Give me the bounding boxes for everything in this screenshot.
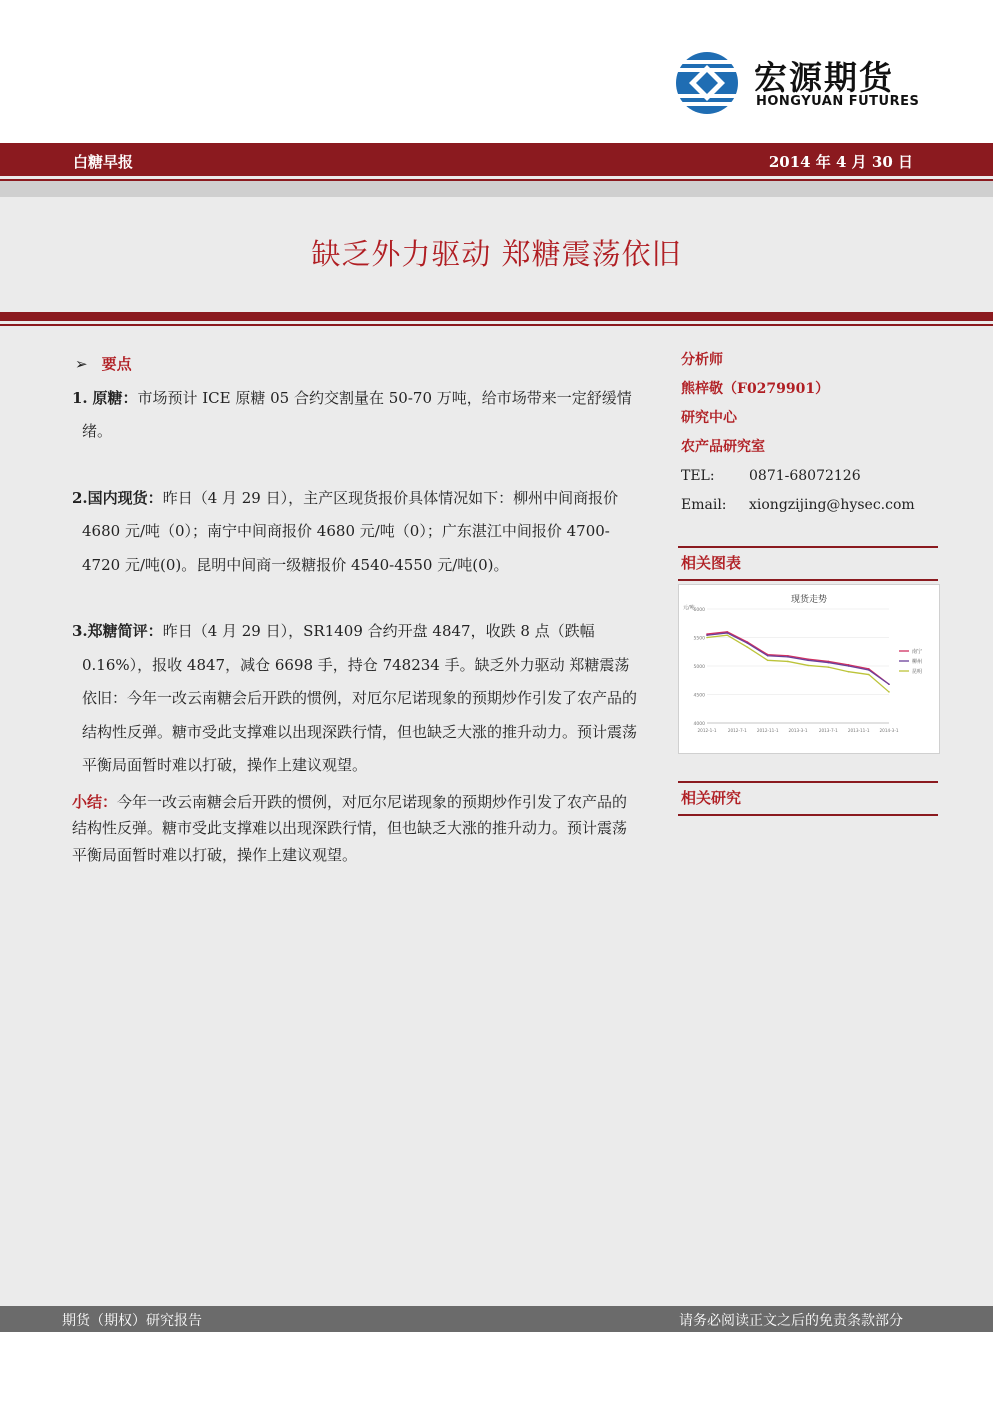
chart-y-tick-label: 4000 bbox=[693, 722, 705, 727]
related-charts-heading: 相关图表 bbox=[678, 546, 938, 581]
related-research-heading: 相关研究 bbox=[678, 781, 938, 816]
analyst-email: Email: xiongzijing@hysec.com bbox=[681, 497, 915, 513]
page-footer bbox=[0, 1306, 993, 1332]
chart-point bbox=[726, 632, 728, 634]
chart-series-line bbox=[707, 633, 889, 684]
chart-point bbox=[807, 660, 809, 662]
analyst-heading: 分析师 bbox=[681, 352, 723, 368]
analyst-office: 农产品研究室 bbox=[681, 439, 765, 455]
analyst-panel bbox=[681, 346, 939, 520]
chart-point bbox=[787, 661, 789, 663]
title-divider-thick bbox=[0, 312, 993, 321]
chart-legend-label: 南宁 bbox=[912, 649, 923, 655]
chart-point bbox=[767, 655, 769, 657]
chart-point bbox=[868, 669, 870, 671]
chart-point bbox=[807, 665, 809, 667]
logo-chinese-name: 宏源期货 bbox=[754, 58, 894, 97]
logo-english-name: HONGYUAN FUTURES bbox=[756, 94, 920, 109]
header-gray-band bbox=[0, 181, 993, 197]
key-points-heading: ➢ 要点 bbox=[75, 355, 132, 373]
report-type: 白糖早报 bbox=[73, 153, 134, 171]
chart-point bbox=[828, 666, 830, 668]
chart-point bbox=[726, 634, 728, 636]
title-divider-thin bbox=[0, 324, 993, 326]
chart-x-tick-label: 2012-11-1 bbox=[756, 728, 779, 733]
main-content bbox=[72, 348, 640, 868]
chart-series-line bbox=[707, 635, 889, 692]
report-header-bar bbox=[0, 143, 993, 176]
chart-point bbox=[888, 683, 890, 685]
chart-point bbox=[706, 634, 708, 636]
chart-x-tick-label: 2012-7-1 bbox=[727, 728, 747, 733]
summary-paragraph: 小结：今年一改云南糖会后开跌的惯例，对厄尔尼诺现象的预期炒作引发了农产品的结构性反弹。糖市受此支撑难以出现深跌行情，但也缺乏大涨的推升动力。预计震荡平衡局面暂时难以打破，操作上建议观望。 bbox=[72, 792, 628, 864]
chart-y-tick-label: 5000 bbox=[693, 665, 705, 670]
chart-point bbox=[747, 642, 749, 644]
chart-point bbox=[767, 660, 769, 662]
footer-disclaimer: 请务必阅读正文之后的免责条款部分 bbox=[679, 1313, 903, 1329]
report-title: 缺乏外力驱动 郑糖震荡依旧 bbox=[311, 237, 682, 271]
arrow-bullet-icon: ➢ bbox=[75, 355, 88, 373]
analyst-tel: TEL: 0871-68072126 bbox=[681, 468, 861, 484]
analyst-name: 熊梓敬（F0279901） bbox=[681, 381, 830, 397]
chart-y-tick-label: 5500 bbox=[693, 636, 705, 642]
chart-y-tick-label: 6000 bbox=[693, 608, 705, 613]
spot-price-chart-svg bbox=[679, 585, 939, 753]
key-point-item: 3.郑糖简评：昨日（4 月 29 日），SR1409 合约开盘 4847，收跌 8 点（跌幅 0.16%），报收 4847，减仓 6698 手，持仓 748234 手。缺乏外力驱动 郑糖震荡依旧：今年一改云南糖会后开跌的惯例，对厄尔尼诺现象的预期炒作引发了农产品的结构性反弹。糖市受此支撑难以出现深跌行情，但也缺乏大涨的推升动力。预计震荡平衡局面暂时难以打破，操作上建议观望。 bbox=[72, 622, 638, 774]
chart-point bbox=[706, 637, 708, 639]
chart-legend-label: 柳州 bbox=[912, 659, 923, 665]
chart-point bbox=[787, 656, 789, 658]
chart-x-tick-label: 2012-1-1 bbox=[697, 728, 717, 733]
chart-point bbox=[848, 665, 850, 667]
company-logo bbox=[674, 50, 934, 114]
footer-report-type: 期货（期权）研究报告 bbox=[62, 1313, 202, 1329]
analyst-dept: 研究中心 bbox=[681, 410, 737, 426]
chart-point bbox=[868, 674, 870, 676]
chart-x-tick-label: 2013-3-1 bbox=[788, 728, 808, 733]
key-point-item: 1. 原糖：市场预计 ICE 原糖 05 合约交割量在 50-70 万吨，给市场带来一定舒缓情绪。 bbox=[72, 388, 632, 440]
chart-point bbox=[747, 646, 749, 648]
report-date: 2014 年 4 月 30 日 bbox=[768, 153, 913, 171]
chart-x-tick-label: 2013-7-1 bbox=[818, 728, 838, 733]
key-point-item: 2.国内现货：昨日（4 月 29 日），主产区现货报价具体情况如下：柳州中间商报价 4680 元/吨（0）；南宁中间商报价 4680 元/吨（0）；广东湛江中间报价 4700-4720 元/吨(0)。昆明中间商一级糖报价 4540-4550 元/吨(0)。 bbox=[72, 488, 619, 574]
chart-legend-label: 昆明 bbox=[912, 669, 923, 675]
chart-x-tick-label: 2014-3-1 bbox=[879, 728, 899, 733]
spot-price-chart bbox=[678, 584, 940, 754]
chart-point bbox=[848, 671, 850, 673]
chart-y-tick-label: 4500 bbox=[693, 693, 705, 699]
chart-point bbox=[828, 662, 830, 664]
hongyuan-logo-icon bbox=[674, 50, 744, 116]
chart-y-label: 元/吨 bbox=[683, 605, 695, 611]
chart-point bbox=[888, 691, 890, 693]
chart-title: 现货走势 bbox=[790, 595, 828, 605]
chart-x-tick-label: 2013-11-1 bbox=[847, 728, 870, 733]
